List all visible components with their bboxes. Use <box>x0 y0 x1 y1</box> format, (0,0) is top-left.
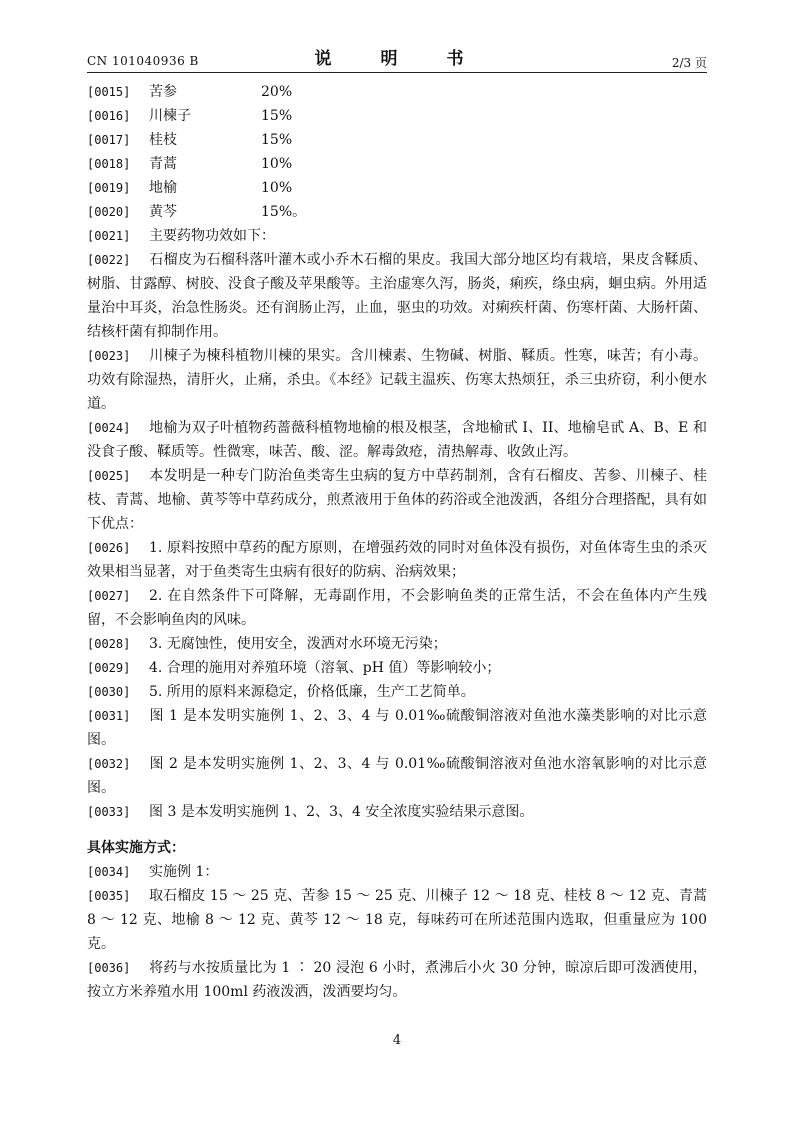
paragraph-id: [0033] <box>87 805 131 819</box>
ingredient-list <box>87 80 707 224</box>
paragraph-text: 地榆为双子叶植物药蔷薇科植物地榆的根及根茎，含地榆甙 I、II、地榆皂甙 A、B、E 和没食子酸、鞣质等。性微寒，味苦、酸、涩。解毒敛疮，清热解毒、收敛止泻。 <box>87 420 707 460</box>
paragraph-text: 川楝子为楝科植物川楝的果实。含川楝素、生物碱、树脂、鞣质。性寒，味苦；有小毒。功效有除湿热，清肝火，止痛，杀虫。《本经》记载主温疾、伤寒太热烦狂，杀三虫疥窃，利小便水道。 <box>87 348 707 412</box>
paragraph-id: [0028] <box>87 637 131 651</box>
paragraph <box>87 248 707 344</box>
paragraph <box>87 800 707 824</box>
paragraph-text: 图 1 是本发明实施例 1、2、3、4 与 0.01‰硫酸铜溶液对鱼池水藻类影响的对比示意图。 <box>87 708 707 748</box>
paragraph-id: [0020] <box>87 205 131 219</box>
document-body <box>87 80 707 1004</box>
ingredient-percentage: 15%。 <box>261 204 307 220</box>
paragraph-id: [0019] <box>87 181 131 195</box>
paragraph-id: [0031] <box>87 709 131 723</box>
paragraph-id: [0018] <box>87 157 131 171</box>
paragraph-id: [0025] <box>87 469 131 483</box>
patent-number: CN 101040936 B <box>87 54 199 68</box>
ingredient-percentage: 10% <box>261 180 293 196</box>
page-count: 2/3 页 <box>671 56 707 70</box>
paragraph <box>87 752 707 800</box>
paragraph-text: 3. 无腐蚀性，使用安全，泼洒对水环境无污染； <box>149 636 447 652</box>
ingredient-name: 黄芩 <box>149 204 177 220</box>
ingredient-percentage: 10% <box>261 156 293 172</box>
paragraph-id: [0027] <box>87 589 131 603</box>
paragraph-text: 图 2 是本发明实施例 1、2、3、4 与 0.01‰硫酸铜溶液对鱼池水溶氧影响的对比示意图。 <box>87 756 707 796</box>
paragraph <box>87 344 707 416</box>
paragraph-id: [0021] <box>87 229 131 243</box>
ingredient-row <box>87 80 707 104</box>
ingredient-percentage: 15% <box>261 132 293 148</box>
paragraph <box>87 464 707 536</box>
header-divider <box>87 72 707 73</box>
paragraph-id: [0032] <box>87 757 131 771</box>
paragraph-text: 4. 合理的施用对养殖环境（溶氧、pH 值）等影响较小； <box>149 660 501 676</box>
paragraph <box>87 656 707 680</box>
paragraph <box>87 416 707 464</box>
section-heading: 具体实施方式： <box>87 840 185 856</box>
paragraph-id: [0015] <box>87 85 131 99</box>
paragraph <box>87 536 707 584</box>
paragraph-text: 2. 在自然条件下可降解，无毒副作用，不会影响鱼类的正常生活，不会在鱼体内产生残留，不会影响鱼肉的风味。 <box>87 588 707 628</box>
paragraph-text: 取石榴皮 15 ～ 25 克、苦参 15 ～ 25 克、川楝子 12 ～ 18 克、桂枝 8 ～ 12 克、青蒿 8 ～ 12 克、地榆 8 ～ 12 克、黄芩 12 ～ 18 克，每味药可在所述范围内选取，但重量应为 100 克。 <box>87 888 707 952</box>
ingredient-percentage: 20% <box>261 84 293 100</box>
paragraph-id: [0017] <box>87 133 131 147</box>
ingredient-row <box>87 128 707 152</box>
paragraph-list <box>87 224 707 824</box>
paragraph-id: [0023] <box>87 349 131 363</box>
ingredient-name: 桂枝 <box>149 132 177 148</box>
ingredient-row <box>87 176 707 200</box>
paragraph-text: 主要药物功效如下： <box>149 228 275 244</box>
paragraph-text: 将药与水按质量比为 1 ∶ 20 浸泡 6 小时，煮沸后小火 30 分钟，晾凉后即可泼洒使用，按立方米养殖水用 100ml 药液泼洒，泼洒要均匀。 <box>87 960 707 1000</box>
paragraph <box>87 704 707 752</box>
paragraph-id: [0036] <box>87 961 131 975</box>
ingredient-row <box>87 152 707 176</box>
paragraph <box>87 632 707 656</box>
paragraph-id: [0026] <box>87 541 131 555</box>
paragraph-id: [0035] <box>87 889 131 903</box>
paragraph-text: 实施例 1： <box>149 864 219 880</box>
paragraph-text: 图 3 是本发明实施例 1、2、3、4 安全浓度实验结果示意图。 <box>149 804 534 820</box>
document-title: 说 明 书 <box>314 49 480 69</box>
embodiment-list <box>87 860 707 1004</box>
paragraph <box>87 224 707 248</box>
paragraph-text: 石榴皮为石榴科落叶灌木或小乔木石榴的果皮。我国大部分地区均有栽培，果皮含鞣质、树脂、甘露醇、树胶、没食子酸及苹果酸等。主治虚寒久泻，肠炎，痢疾，绦虫病，蛔虫病。外用适量治中耳炎，治急性肠炎。还有润肠止泻，止血，驱虫的功效。对痢疾杆菌、伤寒杆菌、大肠杆菌、结核杆菌有抑制作用。 <box>87 252 707 340</box>
paragraph <box>87 884 707 956</box>
paragraph <box>87 680 707 704</box>
ingredient-row <box>87 104 707 128</box>
paragraph-id: [0016] <box>87 109 131 123</box>
paragraph <box>87 860 707 884</box>
ingredient-name: 川楝子 <box>149 108 191 124</box>
page-header <box>87 44 707 72</box>
paragraph <box>87 584 707 632</box>
paragraph-id: [0024] <box>87 421 131 435</box>
ingredient-name: 青蒿 <box>149 156 177 172</box>
paragraph <box>87 956 707 1004</box>
ingredient-percentage: 15% <box>261 108 293 124</box>
paragraph-id: [0030] <box>87 685 131 699</box>
paragraph-text: 本发明是一种专门防治鱼类寄生虫病的复方中草药制剂，含有石榴皮、苦参、川楝子、桂枝、青蒿、地榆、黄芩等中草药成分，煎煮液用于鱼体的药浴或全池泼洒，各组分合理搭配，具有如下优点： <box>87 468 707 532</box>
ingredient-name: 苦参 <box>149 84 177 100</box>
ingredient-row <box>87 200 707 224</box>
paragraph-id: [0034] <box>87 865 131 879</box>
paragraph-id: [0022] <box>87 253 131 267</box>
paragraph-text: 5. 所用的原料来源稳定，价格低廉，生产工艺简单。 <box>149 684 475 700</box>
paragraph-id: [0029] <box>87 661 131 675</box>
paragraph-text: 1. 原料按照中草药的配方原则，在增强药效的同时对鱼体没有损伤，对鱼体寄生虫的杀灭效果相当显著，对于鱼类寄生虫病有很好的防病、治病效果； <box>87 540 707 580</box>
ingredient-name: 地榆 <box>149 180 177 196</box>
page-number: 4 <box>392 1033 402 1048</box>
